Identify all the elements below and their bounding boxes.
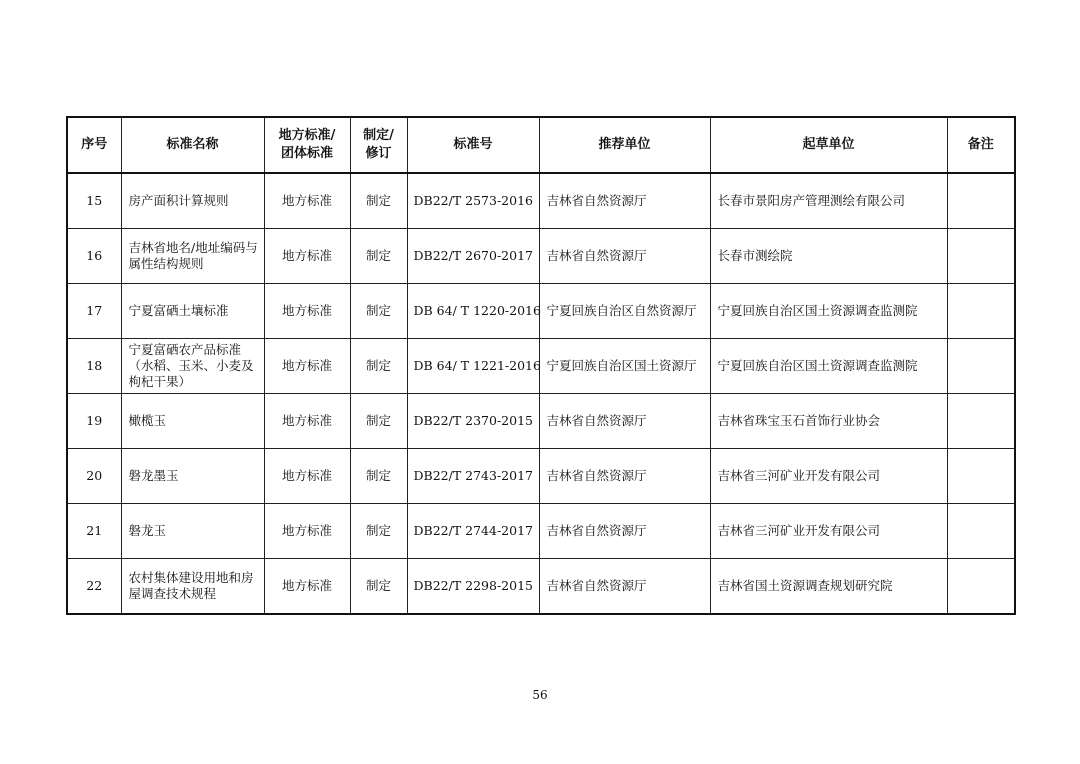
cell-standard-code: DB22/T 2573-2016 [407, 173, 539, 229]
cell-standard-code: DB22/T 2743-2017 [407, 449, 539, 504]
cell-standard-name: 吉林省地名/地址编码与属性结构规则 [121, 229, 264, 284]
cell-remark [947, 284, 1015, 339]
cell-remark [947, 449, 1015, 504]
cell-drafting-unit: 长春市测绘院 [710, 229, 947, 284]
cell-drafting-unit: 吉林省三河矿业开发有限公司 [710, 449, 947, 504]
header-serial-no: 序号 [67, 117, 121, 173]
cell-standard-code: DB22/T 2370-2015 [407, 394, 539, 449]
table-row [67, 173, 1015, 229]
cell-standard-type: 地方标准 [264, 504, 350, 559]
cell-serial-no: 21 [67, 504, 121, 559]
cell-standard-code: DB22/T 2298-2015 [407, 559, 539, 615]
table-row [67, 229, 1015, 284]
header-standard-code: 标准号 [407, 117, 539, 173]
header-drafting-unit: 起草单位 [710, 117, 947, 173]
header-standard-type: 地方标准/ 团体标准 [264, 117, 350, 173]
cell-standard-code: DB22/T 2744-2017 [407, 504, 539, 559]
table-row [67, 504, 1015, 559]
cell-action: 制定 [350, 339, 407, 394]
cell-standard-type: 地方标准 [264, 284, 350, 339]
cell-recommending-unit: 吉林省自然资源厅 [539, 504, 710, 559]
cell-drafting-unit: 吉林省三河矿业开发有限公司 [710, 504, 947, 559]
table-row [67, 339, 1015, 394]
cell-remark [947, 559, 1015, 615]
cell-action: 制定 [350, 504, 407, 559]
cell-serial-no: 22 [67, 559, 121, 615]
table-row [67, 559, 1015, 615]
header-action: 制定/ 修订 [350, 117, 407, 173]
cell-standard-code: DB 64/ T 1220-2016 [407, 284, 539, 339]
cell-standard-code: DB 64/ T 1221-2016 [407, 339, 539, 394]
cell-recommending-unit: 吉林省自然资源厅 [539, 449, 710, 504]
cell-remark [947, 504, 1015, 559]
cell-standard-type: 地方标准 [264, 339, 350, 394]
cell-standard-type: 地方标准 [264, 229, 350, 284]
table-row [67, 284, 1015, 339]
page-number: 56 [532, 688, 548, 702]
cell-recommending-unit: 宁夏回族自治区国土资源厅 [539, 339, 710, 394]
cell-serial-no: 20 [67, 449, 121, 504]
cell-standard-name: 橄榄玉 [121, 394, 264, 449]
table-row [67, 394, 1015, 449]
cell-serial-no: 16 [67, 229, 121, 284]
cell-drafting-unit: 宁夏回族自治区国土资源调查监测院 [710, 339, 947, 394]
cell-serial-no: 19 [67, 394, 121, 449]
cell-recommending-unit: 吉林省自然资源厅 [539, 229, 710, 284]
header-remark: 备注 [947, 117, 1015, 173]
cell-drafting-unit: 吉林省珠宝玉石首饰行业协会 [710, 394, 947, 449]
cell-serial-no: 18 [67, 339, 121, 394]
cell-standard-name: 宁夏富硒土壤标准 [121, 284, 264, 339]
cell-standard-name: 农村集体建设用地和房屋调查技术规程 [121, 559, 264, 615]
cell-remark [947, 339, 1015, 394]
cell-remark [947, 394, 1015, 449]
cell-drafting-unit: 吉林省国土资源调查规划研究院 [710, 559, 947, 615]
header-standard-name: 标准名称 [121, 117, 264, 173]
cell-standard-name: 磐龙玉 [121, 504, 264, 559]
cell-action: 制定 [350, 449, 407, 504]
table-row [67, 449, 1015, 504]
cell-remark [947, 173, 1015, 229]
cell-standard-type: 地方标准 [264, 559, 350, 615]
cell-serial-no: 15 [67, 173, 121, 229]
cell-remark [947, 229, 1015, 284]
cell-standard-name: 宁夏富硒农产品标准（水稻、玉米、小麦及枸杞干果） [121, 339, 264, 394]
standards-table [66, 116, 1016, 615]
cell-drafting-unit: 宁夏回族自治区国土资源调查监测院 [710, 284, 947, 339]
cell-action: 制定 [350, 229, 407, 284]
cell-standard-type: 地方标准 [264, 173, 350, 229]
cell-standard-type: 地方标准 [264, 394, 350, 449]
cell-action: 制定 [350, 559, 407, 615]
cell-action: 制定 [350, 284, 407, 339]
cell-action: 制定 [350, 394, 407, 449]
cell-standard-name: 磐龙墨玉 [121, 449, 264, 504]
cell-recommending-unit: 吉林省自然资源厅 [539, 559, 710, 615]
cell-standard-type: 地方标准 [264, 449, 350, 504]
cell-action: 制定 [350, 173, 407, 229]
cell-drafting-unit: 长春市景阳房产管理测绘有限公司 [710, 173, 947, 229]
header-recommending-unit: 推荐单位 [539, 117, 710, 173]
table-header-row [67, 117, 1015, 173]
cell-recommending-unit: 吉林省自然资源厅 [539, 394, 710, 449]
cell-recommending-unit: 宁夏回族自治区自然资源厅 [539, 284, 710, 339]
cell-standard-code: DB22/T 2670-2017 [407, 229, 539, 284]
cell-serial-no: 17 [67, 284, 121, 339]
cell-recommending-unit: 吉林省自然资源厅 [539, 173, 710, 229]
cell-standard-name: 房产面积计算规则 [121, 173, 264, 229]
